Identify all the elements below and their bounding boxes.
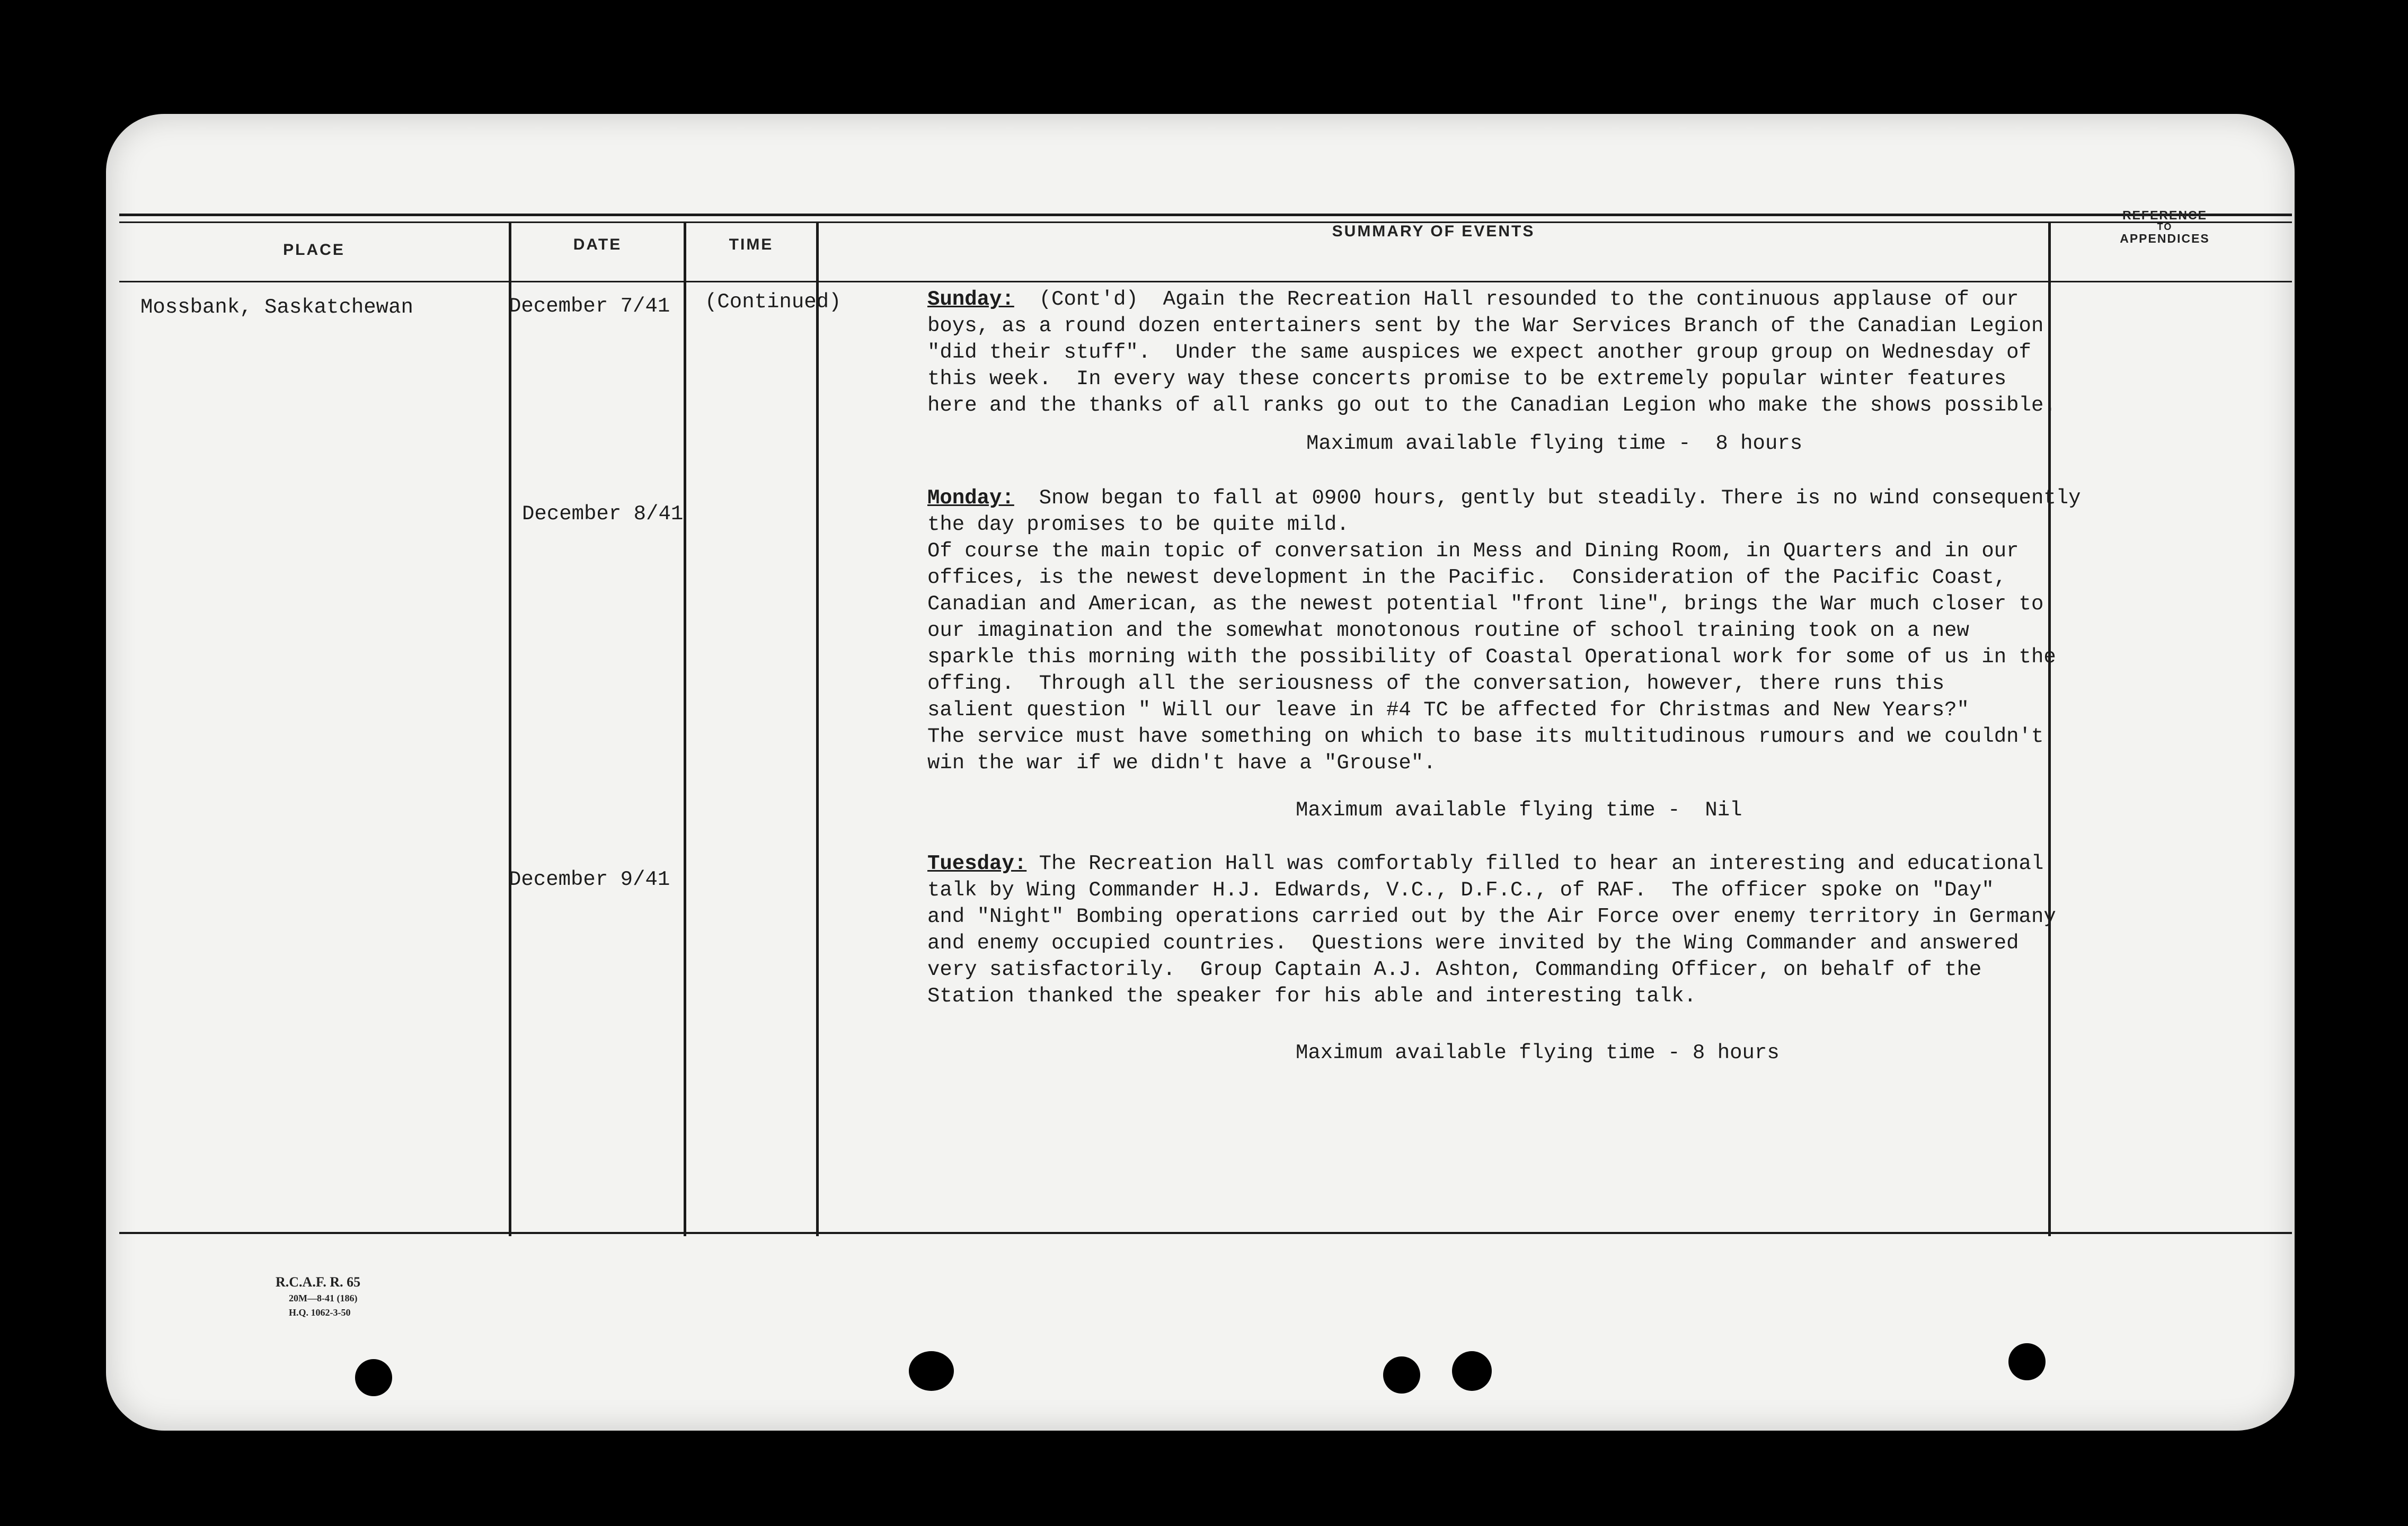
entry-line xyxy=(927,286,2157,313)
form-code: R.C.A.F. R. 65 xyxy=(276,1274,361,1290)
diary-card xyxy=(106,114,2295,1431)
header-reference-line-1: REFERENCE xyxy=(2122,208,2207,222)
header-reference-line-3: APPENDICES xyxy=(2120,232,2210,245)
entry-line: here and the thanks of all ranks go out to the Canadian Legion who make the shows possible. xyxy=(927,394,2056,417)
entry-line: sparkle this morning with the possibility of Coastal Operational work for some of us in the xyxy=(927,645,2056,669)
entry-line-text: (Cont'd) Again the Recreation Hall resounded to the continuous applause of our xyxy=(1039,288,2019,311)
entry-line xyxy=(927,485,2157,511)
entry-day-label: Monday: xyxy=(927,486,1014,510)
flying-time-1: Maximum available flying time - 8 hours xyxy=(1306,432,1803,455)
entry-line: salient question " Will our leave in #4 TC be affected for Christmas and New Years?" xyxy=(927,698,1969,722)
header-date: DATE xyxy=(573,236,622,253)
punch-hole xyxy=(2008,1343,2046,1380)
entry-day-label: Tuesday: xyxy=(927,852,1027,875)
flying-time-2: Maximum available flying time - Nil xyxy=(1296,799,1742,822)
entry-line: offing. Through all the seriousness of the conversation, however, there runs this xyxy=(927,672,1945,695)
form-hq: H.Q. 1062-3-50 xyxy=(289,1307,351,1318)
header-reference-line-2: TO xyxy=(2157,221,2173,232)
time-continued: (Continued) xyxy=(705,290,842,314)
entry-summary-2 xyxy=(927,485,2157,776)
entry-line-text: The Recreation Hall was comfortably filled to hear an interesting and educational xyxy=(1039,852,2044,875)
entry-line: "did their stuff". Under the same auspices we expect another group group on Wednesday of xyxy=(927,341,2031,364)
entry-summary-3 xyxy=(927,850,2157,1009)
entry-line: very satisfactorily. Group Captain A.J. Ashton, Commanding Officer, on behalf of the xyxy=(927,958,1982,981)
col-line-time-summary xyxy=(816,221,819,1236)
entry-line: our imagination and the somewhat monotonous routine of school training took on a new xyxy=(927,619,1969,642)
entry-summary-1 xyxy=(927,286,2157,419)
header-summary: SUMMARY OF EVENTS xyxy=(1332,223,1535,240)
entry-line: Of course the main topic of conversation in Mess and Dining Room, in Quarters and in our xyxy=(927,539,2019,563)
header-place: PLACE xyxy=(283,241,345,259)
entry-line: and "Night" Bombing operations carried out by the Air Force over enemy territory in Germany xyxy=(927,905,2056,928)
entry-line: Canadian and American, as the newest potential "front line", brings the War much closer to xyxy=(927,592,2044,616)
header-reference xyxy=(2051,208,2279,245)
entry-line: offices, is the newest development in the Pacific. Consideration of the Pacific Coast, xyxy=(927,566,2007,589)
place-text: Mossbank, Saskatchewan xyxy=(140,296,413,319)
top-rule xyxy=(119,214,2292,216)
col-line-place-date xyxy=(509,221,511,1236)
entry-date-2: December 8/41 xyxy=(522,502,684,526)
entry-line: boys, as a round dozen entertainers sent by the War Services Branch of the Canadian Legion xyxy=(927,314,2044,338)
header-time: TIME xyxy=(729,236,774,253)
entry-line: win the war if we didn't have a "Grouse". xyxy=(927,751,1436,775)
punch-hole xyxy=(355,1359,392,1396)
entry-day-label: Sunday: xyxy=(927,288,1014,311)
entry-line: the day promises to be quite mild. xyxy=(927,513,1349,536)
entry-line-text: Snow began to fall at 0900 hours, gently but steadily. There is no wind consequently xyxy=(1039,486,2081,510)
punch-hole xyxy=(1452,1351,1492,1391)
entry-line: The service must have something on which to base its multitudinous rumours and we couldn't xyxy=(927,725,2044,748)
entry-date-1: December 7/41 xyxy=(509,295,670,318)
punch-hole xyxy=(909,1351,954,1391)
entry-line xyxy=(927,850,2157,877)
entry-line: Station thanked the speaker for his able and interesting talk. xyxy=(927,984,1697,1008)
bottom-rule xyxy=(119,1232,2292,1234)
form-print: 20M—8-41 (186) xyxy=(289,1293,358,1303)
entry-date-3: December 9/41 xyxy=(509,868,670,891)
entry-line: and enemy occupied countries. Questions were invited by the Wing Commander and answered xyxy=(927,931,2019,955)
header-rule xyxy=(119,281,2292,282)
entry-line: talk by Wing Commander H.J. Edwards, V.C., D.F.C., of RAF. The officer spoke on "Day" xyxy=(927,879,1994,902)
flying-time-3: Maximum available flying time - 8 hours xyxy=(1296,1041,1780,1064)
punch-hole xyxy=(1383,1356,1420,1394)
col-line-date-time xyxy=(684,221,686,1236)
entry-line: this week. In every way these concerts promise to be extremely popular winter features xyxy=(927,367,2007,391)
